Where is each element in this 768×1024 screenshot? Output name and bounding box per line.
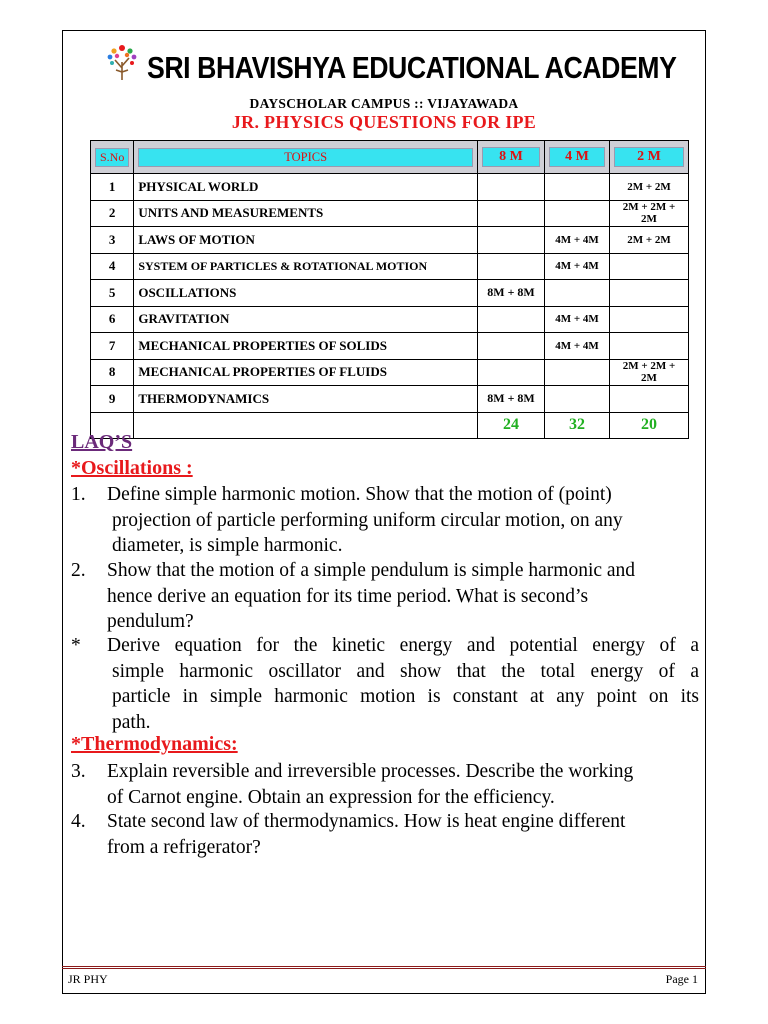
row-4m: 4M + 4M xyxy=(545,333,610,360)
question-line: hence derive an equation for its time period. What is second’s xyxy=(107,585,589,607)
row-number: 8 xyxy=(91,359,134,386)
question-item xyxy=(71,633,701,735)
row-topic: PHYSICAL WORLD xyxy=(134,174,478,201)
row-2m: 2M + 2M xyxy=(610,227,689,254)
question-line: of Carnot engine. Obtain an expression for the efficiency. xyxy=(107,786,555,808)
row-topic: MECHANICAL PROPERTIES OF SOLIDS xyxy=(134,333,478,360)
row-number: 1 xyxy=(91,174,134,201)
topics-header: TOPICS xyxy=(134,141,478,174)
question-line: projection of particle performing uniform circular motion, on any xyxy=(112,509,623,531)
sno-header: S.No xyxy=(91,141,134,174)
row-2m xyxy=(610,333,689,360)
question-item xyxy=(71,809,701,860)
tree-of-life-logo-icon xyxy=(104,42,140,82)
question-item xyxy=(71,759,701,810)
row-topic: OSCILLATIONS xyxy=(134,280,478,307)
document-subtitle: JR. PHYSICS QUESTIONS FOR IPE xyxy=(231,112,537,132)
question-number: * xyxy=(71,635,81,656)
row-8m xyxy=(478,253,545,280)
row-topic: SYSTEM OF PARTICLES & ROTATIONAL MOTION xyxy=(134,253,478,280)
section-heading: *Thermodynamics: xyxy=(71,733,238,755)
table-row xyxy=(91,280,689,307)
row-topic: THERMODYNAMICS xyxy=(134,386,478,413)
row-topic: MECHANICAL PROPERTIES OF FLUIDS xyxy=(134,359,478,386)
question-number: 2. xyxy=(71,560,86,581)
row-8m xyxy=(478,227,545,254)
question-line: particle in simple harmonic motion is constant at any point on its xyxy=(112,686,699,707)
question-number: 1. xyxy=(71,484,86,505)
table-header-row xyxy=(91,141,689,174)
row-4m xyxy=(545,386,610,413)
8m-header: 8 M xyxy=(478,141,545,174)
row-number: 2 xyxy=(91,200,134,227)
row-2m xyxy=(610,386,689,413)
question-line: Show that the motion of a simple pendulum is simple harmonic and xyxy=(107,560,636,581)
laq-heading: LAQ’S xyxy=(71,431,133,453)
question-line: path. xyxy=(112,711,151,733)
total-2m: 20 xyxy=(610,412,689,439)
table-row xyxy=(91,359,689,386)
row-2m: 2M + 2M xyxy=(610,174,689,201)
row-number: 6 xyxy=(91,306,134,333)
row-4m xyxy=(545,174,610,201)
row-8m xyxy=(478,306,545,333)
totals-empty-topic xyxy=(134,412,478,439)
table-row xyxy=(91,227,689,254)
row-8m xyxy=(478,333,545,360)
row-topic: LAWS OF MOTION xyxy=(134,227,478,254)
row-2m: 2M + 2M + 2M xyxy=(610,200,689,227)
row-2m: 2M + 2M + 2M xyxy=(610,359,689,386)
section-heading: *Oscillations : xyxy=(71,457,193,479)
row-number: 4 xyxy=(91,253,134,280)
table-row xyxy=(91,333,689,360)
table-row xyxy=(91,200,689,227)
footer-divider xyxy=(62,966,706,969)
page-number: Page 1 xyxy=(665,972,698,986)
table-row xyxy=(91,253,689,280)
question-line: Define simple harmonic motion. Show that the motion of (point) xyxy=(107,484,612,505)
row-topic: GRAVITATION xyxy=(134,306,478,333)
question-line: from a refrigerator? xyxy=(107,836,261,858)
row-4m: 4M + 4M xyxy=(545,227,610,254)
topics-table xyxy=(90,140,689,439)
question-line: State second law of thermodynamics. How is heat engine different xyxy=(107,811,626,832)
question-item xyxy=(71,558,701,635)
total-4m: 32 xyxy=(545,412,610,439)
row-2m xyxy=(610,306,689,333)
row-2m xyxy=(610,253,689,280)
row-number: 5 xyxy=(91,280,134,307)
question-number: 4. xyxy=(71,811,86,832)
question-line: pendulum? xyxy=(107,611,194,632)
row-8m xyxy=(478,174,545,201)
row-4m: 4M + 4M xyxy=(545,253,610,280)
row-8m: 8M + 8M xyxy=(478,386,545,413)
4m-header: 4 M xyxy=(545,141,610,174)
row-4m xyxy=(545,359,610,386)
row-4m xyxy=(545,200,610,227)
row-8m xyxy=(478,359,545,386)
total-8m: 24 xyxy=(478,412,545,439)
row-4m: 4M + 4M xyxy=(545,306,610,333)
question-line: diameter, is simple harmonic. xyxy=(112,535,343,556)
footer-subject: JR PHY xyxy=(68,972,108,986)
table-row xyxy=(91,174,689,201)
row-topic: UNITS AND MEASUREMENTS xyxy=(134,200,478,227)
table-row xyxy=(91,306,689,333)
question-line: simple harmonic oscillator and show that the total energy of a xyxy=(112,660,699,682)
table-row xyxy=(91,386,689,413)
question-line: Explain reversible and irreversible processes. Describe the working xyxy=(107,761,634,782)
campus-name: DAYSCHOLAR CAMPUS :: VIJAYAWADA xyxy=(249,96,519,111)
row-number: 7 xyxy=(91,333,134,360)
row-2m xyxy=(610,280,689,307)
row-number: 9 xyxy=(91,386,134,413)
question-line: Derive equation for the kinetic energy and potential energy of a xyxy=(107,635,699,656)
academy-title: SRI BHAVISHYA EDUCATIONAL ACADEMY xyxy=(147,50,677,85)
row-8m xyxy=(478,200,545,227)
question-number: 3. xyxy=(71,761,86,782)
totals-row xyxy=(91,412,689,439)
2m-header: 2 M xyxy=(610,141,689,174)
question-item xyxy=(71,482,701,559)
row-number: 3 xyxy=(91,227,134,254)
row-8m: 8M + 8M xyxy=(478,280,545,307)
row-4m xyxy=(545,280,610,307)
